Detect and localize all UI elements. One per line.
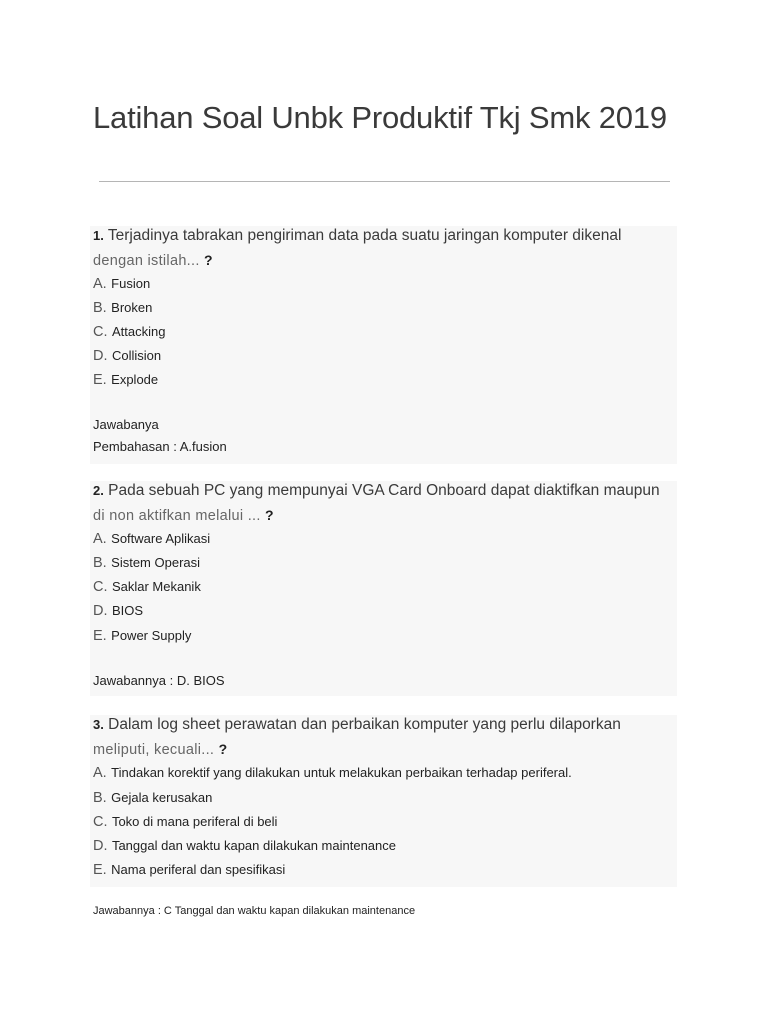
answer-text: Jawabannya : D. BIOS	[93, 673, 225, 688]
option-letter: A.	[93, 531, 107, 547]
question-line-cont: dengan istilah...	[93, 253, 200, 269]
option-text: Sistem Operasi	[111, 555, 201, 570]
option-d	[93, 346, 161, 366]
question-line: Pada sebuah PC yang mempunyai VGA Card Onboard dapat diaktifkan maupun	[108, 482, 660, 499]
option-text: Toko di mana periferal di beli	[111, 814, 278, 829]
option-text: Gejala kerusakan	[111, 790, 213, 805]
question-number: 1.	[93, 228, 104, 243]
option-text: Tanggal dan waktu kapan dilakukan maintenance	[111, 838, 396, 853]
option-letter: E.	[93, 862, 107, 878]
question-mark: ?	[265, 507, 274, 523]
option-letter: B.	[93, 555, 107, 571]
option-text: Collision	[111, 348, 162, 363]
question-3-block	[90, 715, 677, 887]
option-letter: C.	[93, 814, 108, 830]
option-letter: D.	[93, 603, 108, 619]
question-line: Dalam log sheet perawatan dan perbaikan komputer yang perlu dilaporkan	[108, 716, 621, 733]
option-c	[93, 812, 277, 832]
option-e	[93, 626, 191, 646]
option-b	[93, 553, 200, 573]
question-number: 2.	[93, 483, 104, 498]
option-text: Fusion	[111, 276, 151, 291]
answer-discussion: Pembahasan : A.fusion	[93, 439, 227, 454]
option-letter: B.	[93, 790, 107, 806]
option-text: Power Supply	[111, 628, 192, 643]
question-line-cont: di non aktifkan melalui ...	[93, 508, 261, 524]
question-1-text	[93, 223, 673, 274]
option-text: Explode	[111, 372, 159, 387]
option-letter: A.	[93, 765, 107, 781]
question-mark: ?	[218, 741, 228, 757]
option-letter: C.	[93, 324, 108, 340]
option-c	[93, 322, 165, 342]
question-3-answer: Jawabannya : C Tanggal dan waktu kapan dilakukan maintenance	[93, 905, 416, 917]
question-line: Terjadinya tabrakan pengiriman data pada suatu jaringan komputer dikenal	[107, 227, 622, 244]
question-3-text	[93, 712, 673, 763]
option-text: Attacking	[111, 324, 166, 339]
question-number: 3.	[93, 717, 104, 732]
option-letter: E.	[93, 628, 107, 644]
option-e	[93, 370, 158, 390]
option-c	[93, 577, 201, 597]
option-a	[93, 763, 572, 783]
option-letter: E.	[93, 372, 107, 388]
title-divider	[99, 181, 670, 182]
option-letter: A.	[93, 276, 107, 292]
question-line-cont: meliputi, kecuali...	[93, 742, 215, 758]
page-title: Latihan Soal Unbk Produktif Tkj Smk 2019	[93, 100, 667, 135]
option-text: Software Aplikasi	[111, 531, 211, 546]
option-text: Saklar Mekanik	[111, 579, 201, 594]
question-2-text	[93, 478, 673, 529]
option-d	[93, 601, 143, 621]
option-e	[93, 860, 285, 880]
question-1-block	[90, 226, 677, 464]
option-a	[93, 274, 150, 294]
option-letter: B.	[93, 300, 107, 316]
option-letter: D.	[93, 348, 108, 364]
option-text: Tindakan korektif yang dilakukan untuk melakukan perbaikan terhadap periferal.	[111, 765, 572, 780]
option-letter: C.	[93, 579, 108, 595]
question-mark: ?	[203, 252, 213, 268]
question-2-block	[90, 481, 677, 696]
option-text: BIOS	[111, 603, 144, 618]
option-b	[93, 298, 152, 318]
option-text: Broken	[111, 300, 153, 315]
option-text: Nama periferal dan spesifikasi	[111, 862, 286, 877]
option-d	[93, 836, 396, 856]
option-letter: D.	[93, 838, 108, 854]
option-b	[93, 788, 212, 808]
answer-label: Jawabanya	[93, 417, 159, 432]
option-a	[93, 529, 210, 549]
